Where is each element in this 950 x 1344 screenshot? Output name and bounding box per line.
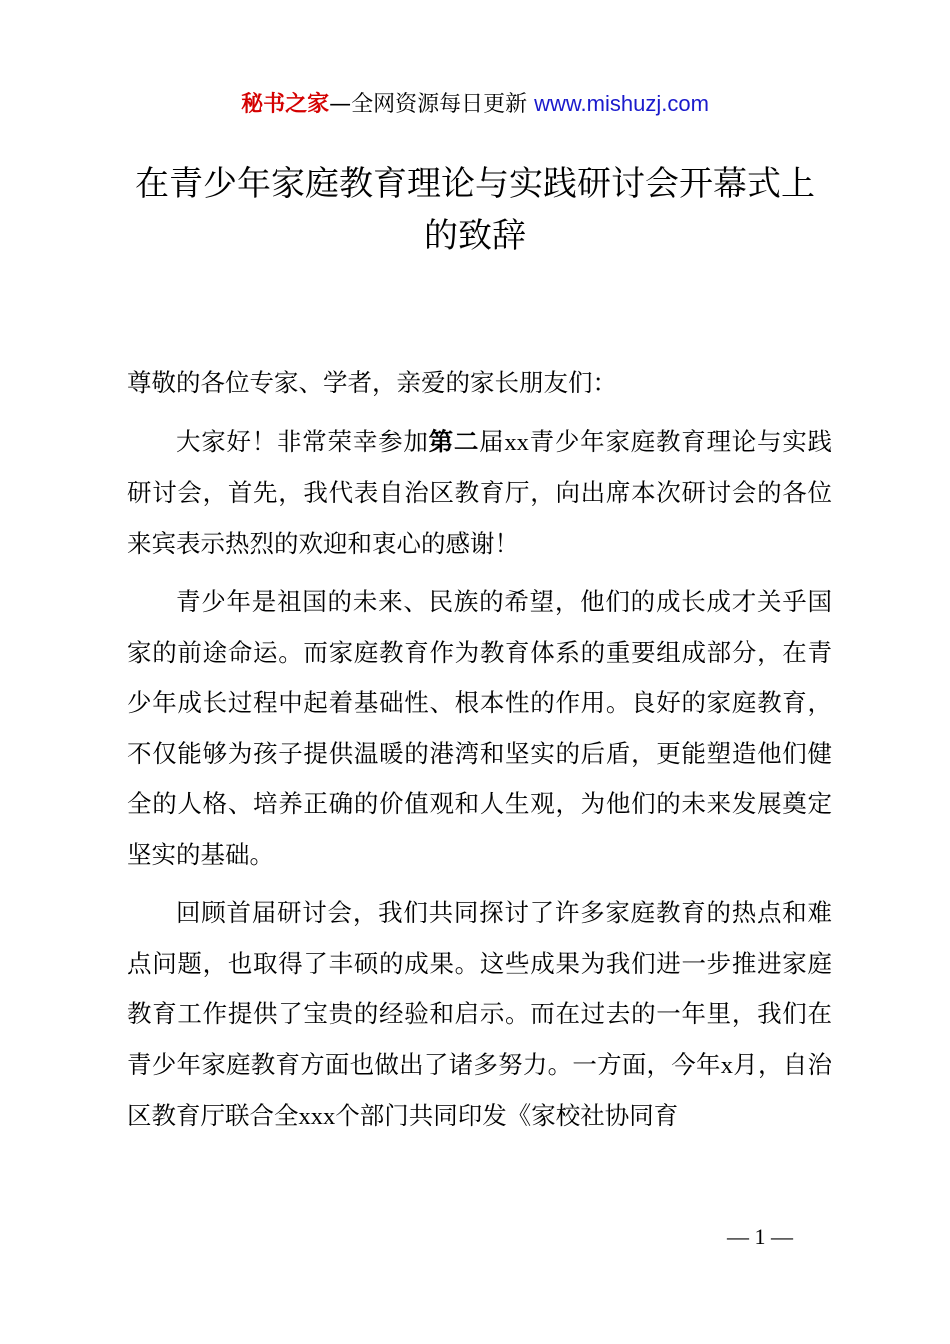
paragraph-2: 青少年是祖国的未来、民族的希望，他们的成长成才关乎国家的前途命运。而家庭教育作为教育体系的重要组成部分，在青少年成长过程中起着基础性、根本性的作用。良好的家庭教育，不仅能够为孩子提供温暖的港湾和坚实的后盾，更能塑造他们健全的人格、培养正确的价值观和人生观，为他们的未来发展奠定坚实的基础。 [127, 587, 832, 869]
paragraph-3-text-a: 回顾首届研讨会，我们共同探讨了许多家庭教育的热点和难点问题，也取得了丰硕的成果。这些成果为我们进一步推进家庭教育工作提供了宝贵的经验和启示。而在过去的一年里，我们在青少年家庭教育方面也做出了诸多努力。一方面，今年 [127, 898, 832, 1079]
paragraph-3-placeholder-xxx: xxx [298, 1103, 336, 1130]
header-tagline: —全网资源每日更新 [329, 92, 528, 117]
paragraph-3-placeholder-x: x [720, 1051, 734, 1079]
site-url-link[interactable]: www.mishuzj.com [534, 91, 709, 116]
page-number: — 1 — [727, 1224, 793, 1249]
paragraph-1-placeholder-xx: xx [504, 428, 529, 456]
paragraph-3 [127, 888, 832, 1143]
document-title: 在青少年家庭教育理论与实践研讨会开幕式上的致辞 [135, 164, 815, 256]
paragraph-1-bold-text: 第二 [428, 426, 480, 456]
paragraph-3-text-e: 个部门共同印发《家校社协同育 [335, 1101, 679, 1130]
paragraph-1-text-c: 届 [479, 426, 505, 456]
salutation: 尊敬的各位专家、学者，亲爱的家长朋友们： [127, 368, 617, 397]
site-header [0, 88, 950, 121]
paragraph-3-text-c: 月，自治区教育厅联合全 [127, 1049, 833, 1130]
paragraph-1-text-a: 大家好！非常荣幸参加 [176, 426, 429, 456]
brand-name: 秘书之家 [241, 92, 330, 117]
document-body [127, 358, 832, 1151]
paragraph-1 [127, 417, 832, 570]
paragraph-1-text-e: 青少年家庭教育理论与实践研讨会，首先，我代表自治区教育厅，向出席本次研讨会的各位来宾表示热烈的欢迎和衷心的感谢！ [127, 426, 833, 558]
